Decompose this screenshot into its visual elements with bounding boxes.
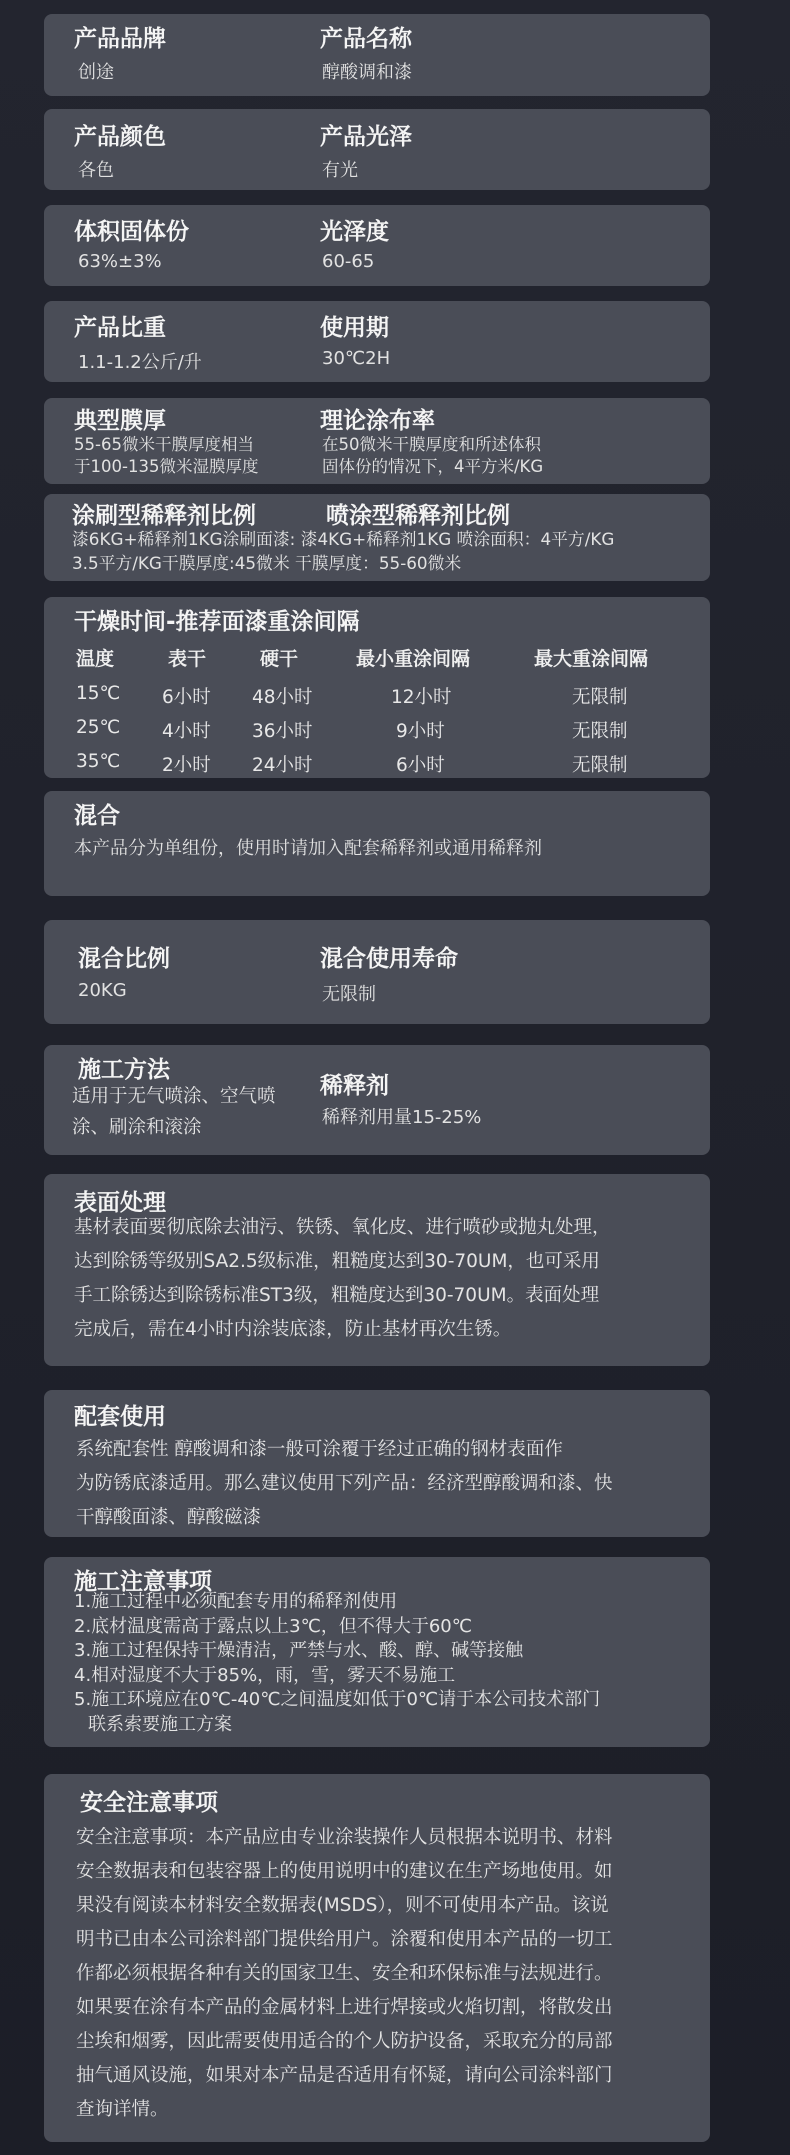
- spec-card-density-potlife: [44, 301, 710, 382]
- film-thickness-label: 典型膜厚: [74, 408, 166, 434]
- color-value: 各色: [78, 160, 114, 181]
- precautions-card: [44, 1557, 710, 1747]
- application-card: [44, 1045, 710, 1155]
- matching-title: 配套使用: [74, 1404, 166, 1430]
- spec-card-brand-name: [44, 14, 710, 96]
- matching-line: 为防锈底漆适用。那么建议使用下列产品：经济型醇酸调和漆、快: [76, 1473, 613, 1494]
- film-thickness-line-1: 55-65微米干膜厚度相当: [74, 435, 254, 454]
- coverage-line-1: 在50微米干膜厚度和所述体积: [322, 435, 541, 454]
- safety-line: 明书已由本公司涂料部门提供给用户。涂覆和使用本产品的一切工: [76, 1929, 613, 1950]
- gloss-label: 产品光泽: [320, 124, 412, 150]
- density-label: 产品比重: [74, 315, 166, 341]
- mix-ratio-card: [44, 920, 710, 1024]
- thinner-label: 稀释剂: [320, 1073, 389, 1099]
- mix-life-label: 混合使用寿命: [320, 946, 458, 972]
- application-method-line-1: 适用于无气喷涂、空气喷: [72, 1086, 276, 1107]
- drying-cell: 无限制: [572, 721, 628, 742]
- surface-prep-line: 手工除锈达到除锈标准ST3级，粗糙度达到30-70UM。表面处理: [74, 1285, 600, 1306]
- gloss-value: 有光: [322, 160, 358, 181]
- solids-label: 体积固体份: [74, 219, 189, 245]
- drying-header-surface-dry: 表干: [168, 648, 207, 670]
- pot-life-value: 30℃2H: [322, 348, 391, 369]
- brush-thinner-label: 涂刷型稀释剂比例: [72, 503, 256, 529]
- safety-line: 安全数据表和包装容器上的使用说明中的建议在生产场地使用。如: [76, 1861, 613, 1882]
- safety-line: 尘埃和烟雾，因此需要使用适合的个人防护设备，采取充分的局部: [76, 2031, 613, 2052]
- surface-prep-line: 完成后，需在4小时内涂装底漆，防止基材再次生锈。: [74, 1319, 512, 1340]
- color-label: 产品颜色: [74, 124, 166, 150]
- mixing-card: [44, 791, 710, 896]
- drying-cell: 36小时: [252, 721, 313, 742]
- mix-life-value: 无限制: [322, 984, 376, 1005]
- thinner-value: 稀释剂用量15-25%: [322, 1107, 482, 1128]
- drying-cell: 无限制: [572, 687, 628, 708]
- solids-value: 63%±3%: [78, 251, 162, 272]
- mixing-title: 混合: [74, 803, 120, 829]
- pot-life-label: 使用期: [320, 315, 389, 341]
- film-thickness-card: [44, 398, 710, 484]
- drying-header-max-recoat: 最大重涂间隔: [534, 648, 649, 670]
- application-method-line-2: 涂、刷涂和滚涂: [72, 1117, 202, 1138]
- drying-cell: 6小时: [162, 687, 211, 708]
- application-method-label: 施工方法: [78, 1057, 170, 1083]
- safety-line: 如果要在涂有本产品的金属材料上进行焊接或火焰切割，将散发出: [76, 1997, 613, 2018]
- spec-card-color-gloss: [44, 109, 710, 190]
- precaution-item: 联系索要施工方案: [88, 1713, 232, 1735]
- drying-time-title: 干燥时间-推荐面漆重涂间隔: [74, 609, 360, 635]
- brand-label: 产品品牌: [74, 26, 166, 52]
- safety-line: 抽气通风设施，如果对本产品是否适用有怀疑，请向公司涂料部门: [76, 2065, 613, 2086]
- spec-card-solids-gloss: [44, 205, 710, 286]
- product-name-value: 醇酸调和漆: [322, 62, 412, 83]
- density-value: 1.1-1.2公斤/升: [78, 352, 202, 373]
- safety-line: 查询详情。: [76, 2099, 169, 2120]
- safety-card: [44, 1774, 710, 2142]
- precaution-item: 2.底材温度需高于露点以上3℃，但不得大于60℃: [74, 1615, 472, 1637]
- drying-cell: 24小时: [252, 755, 313, 776]
- matching-card: [44, 1390, 710, 1537]
- thinner-ratio-line-2: 3.5平方/KG干膜厚度:45微米 干膜厚度：55-60微米: [72, 553, 462, 573]
- drying-cell: 4小时: [162, 721, 211, 742]
- mixing-text: 本产品分为单组份，使用时请加入配套稀释剂或通用稀释剂: [74, 838, 542, 859]
- safety-line: 作都必须根据各种有关的国家卫生、安全和环保标准与法规进行。: [76, 1963, 613, 1984]
- safety-line: 果没有阅读本材料安全数据表(MSDS），则不可使用本产品。该说: [76, 1895, 609, 1916]
- gloss-degree-label: 光泽度: [320, 219, 389, 245]
- film-thickness-line-2: 于100-135微米湿膜厚度: [74, 457, 259, 476]
- product-name-label: 产品名称: [320, 26, 412, 52]
- gloss-degree-value: 60-65: [322, 251, 375, 272]
- precaution-item: 3.施工过程保持干燥清洁，严禁与水、酸、醇、碱等接触: [74, 1640, 524, 1661]
- drying-header-min-recoat: 最小重涂间隔: [356, 648, 471, 670]
- mix-ratio-value: 20KG: [78, 980, 127, 1001]
- drying-header-hard-dry: 硬干: [260, 648, 299, 670]
- thinner-ratio-line-1: 漆6KG+稀释剂1KG涂刷面漆: 漆4KG+稀释剂1KG 喷涂面积：4平方/KG: [72, 529, 615, 549]
- coverage-line-2: 固体份的情况下，4平方米/KG: [322, 457, 544, 476]
- coverage-label: 理论涂布率: [320, 408, 435, 434]
- matching-line: 干醇酸面漆、醇酸磁漆: [76, 1507, 262, 1528]
- drying-cell: 35℃: [76, 751, 121, 772]
- drying-header-temp: 温度: [76, 648, 115, 670]
- brand-value: 创途: [78, 62, 114, 83]
- surface-prep-card: [44, 1174, 710, 1366]
- precaution-item: 1.施工过程中必须配套专用的稀释剂使用: [74, 1591, 398, 1612]
- surface-prep-line: 基材表面要彻底除去油污、铁锈、氧化皮、进行喷砂或抛丸处理，: [74, 1217, 611, 1238]
- drying-cell: 15℃: [76, 683, 121, 704]
- safety-line: 安全注意事项：本产品应由专业涂装操作人员根据本说明书、材料: [76, 1827, 613, 1848]
- drying-cell: 无限制: [572, 755, 628, 776]
- drying-cell: 12小时: [391, 687, 452, 708]
- drying-cell: 6小时: [396, 755, 445, 776]
- precaution-item: 4.相对湿度不大于85%，雨，雪，雾天不易施工: [74, 1664, 456, 1686]
- drying-cell: 25℃: [76, 717, 121, 738]
- precaution-item: 5.施工环境应在0℃-40℃之间温度如低于0℃请于本公司技术部门: [74, 1689, 601, 1710]
- surface-prep-line: 达到除锈等级别SA2.5级标准，粗糙度达到30-70UM，也可采用: [74, 1251, 600, 1272]
- precautions-title: 施工注意事项: [74, 1569, 212, 1595]
- drying-cell: 48小时: [252, 687, 313, 708]
- matching-line: 系统配套性 醇酸调和漆一般可涂覆于经过正确的钢材表面作: [76, 1439, 563, 1460]
- drying-cell: 2小时: [162, 755, 211, 776]
- drying-cell: 9小时: [396, 721, 445, 742]
- mix-ratio-label: 混合比例: [78, 946, 170, 972]
- thinner-ratio-card: [44, 494, 710, 581]
- surface-prep-title: 表面处理: [74, 1190, 166, 1216]
- drying-time-card: [44, 597, 710, 778]
- safety-title: 安全注意事项: [80, 1790, 218, 1816]
- spray-thinner-label: 喷涂型稀释剂比例: [326, 503, 510, 529]
